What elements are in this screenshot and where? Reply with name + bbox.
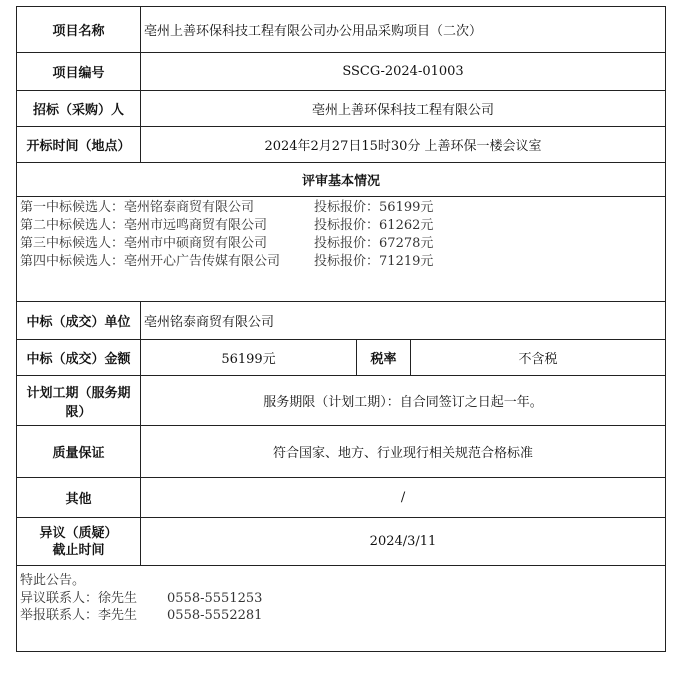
row-quality — [17, 426, 666, 478]
contact-phone: 0558-5551253 — [167, 590, 263, 606]
announcement-table — [16, 6, 666, 652]
notice-block — [17, 566, 666, 652]
objection-label — [17, 518, 141, 566]
row-notice — [17, 566, 666, 652]
candidate-bid-label: 投标报价： — [314, 254, 380, 269]
row-objection — [17, 518, 666, 566]
row-project-name — [17, 7, 666, 53]
contact-line — [20, 607, 665, 625]
quality-value: 符合国家、地方、行业现行相关规范合格标准 — [141, 426, 666, 478]
row-period — [17, 376, 666, 426]
notice-line: 特此公告。 — [20, 573, 86, 588]
other-label: 其他 — [17, 478, 141, 518]
purchaser-value: 亳州上善环保科技工程有限公司 — [141, 91, 666, 127]
row-opening — [17, 127, 666, 163]
row-amount — [17, 340, 666, 376]
review-title: 评审基本情况 — [17, 163, 666, 197]
candidate-list — [17, 197, 666, 302]
candidate-bid: 67278元 — [379, 236, 434, 251]
objection-value: 2024/3/11 — [141, 518, 666, 566]
tax-value: 不含税 — [411, 340, 666, 376]
opening-label: 开标时间（地点） — [17, 127, 141, 163]
candidate-name: 亳州市中硕商贸有限公司 — [124, 236, 268, 251]
amount-label: 中标（成交）金额 — [17, 340, 141, 376]
objection-label-line2: 截止时间 — [52, 542, 105, 558]
opening-value: 2024年2月27日15时30分 上善环保一楼会议室 — [141, 127, 666, 163]
candidate-name: 亳州开心广告传媒有限公司 — [124, 254, 281, 269]
candidate-bid: 56199元 — [379, 200, 434, 215]
winner-value: 亳州铭泰商贸有限公司 — [141, 302, 666, 340]
candidate-bid-label: 投标报价： — [314, 200, 380, 215]
quality-label: 质量保证 — [17, 426, 141, 478]
candidate-rank: 第一中标候选人： — [20, 200, 125, 215]
candidate-name: 亳州市远鸣商贸有限公司 — [124, 218, 268, 233]
candidate-rank: 第三中标候选人： — [20, 236, 125, 251]
candidate-bid-label: 投标报价： — [314, 236, 380, 251]
row-winner — [17, 302, 666, 340]
candidate-bid-label: 投标报价： — [314, 218, 380, 233]
contact-person: 李先生 — [98, 608, 138, 623]
candidate-bid: 71219元 — [379, 254, 434, 269]
candidate-rank: 第四中标候选人： — [20, 254, 125, 269]
amount-value: 56199元 — [141, 340, 357, 376]
candidate-item — [20, 235, 665, 253]
candidate-rank: 第二中标候选人： — [20, 218, 125, 233]
project-no-label: 项目编号 — [17, 53, 141, 91]
project-name-label: 项目名称 — [17, 7, 141, 53]
candidate-name: 亳州铭泰商贸有限公司 — [124, 200, 255, 215]
objection-label-line1: 异议（质疑） — [39, 525, 118, 541]
row-project-no — [17, 53, 666, 91]
row-purchaser — [17, 91, 666, 127]
period-value: 服务期限（计划工期）：自合同签订之日起一年。 — [141, 376, 666, 426]
candidate-bid: 61262元 — [379, 218, 434, 233]
row-other — [17, 478, 666, 518]
contact-role: 异议联系人： — [20, 590, 99, 606]
candidate-item — [20, 217, 665, 235]
row-candidates — [17, 197, 666, 302]
project-no-value: SSCG-2024-01003 — [141, 53, 666, 91]
other-value: / — [141, 478, 666, 518]
contact-person: 徐先生 — [98, 590, 138, 606]
row-review-title — [17, 163, 666, 197]
purchaser-label: 招标（采购）人 — [17, 91, 141, 127]
contact-line — [20, 590, 665, 608]
tax-label: 税率 — [357, 340, 411, 376]
period-label: 计划工期（服务期限） — [17, 376, 141, 426]
winner-label: 中标（成交）单位 — [17, 302, 141, 340]
project-name-value: 亳州上善环保科技工程有限公司办公用品采购项目（二次） — [141, 7, 666, 53]
contact-role: 举报联系人： — [20, 608, 99, 623]
contact-phone: 0558-5552281 — [167, 608, 263, 623]
candidate-item — [20, 253, 665, 271]
candidate-item — [20, 199, 665, 217]
